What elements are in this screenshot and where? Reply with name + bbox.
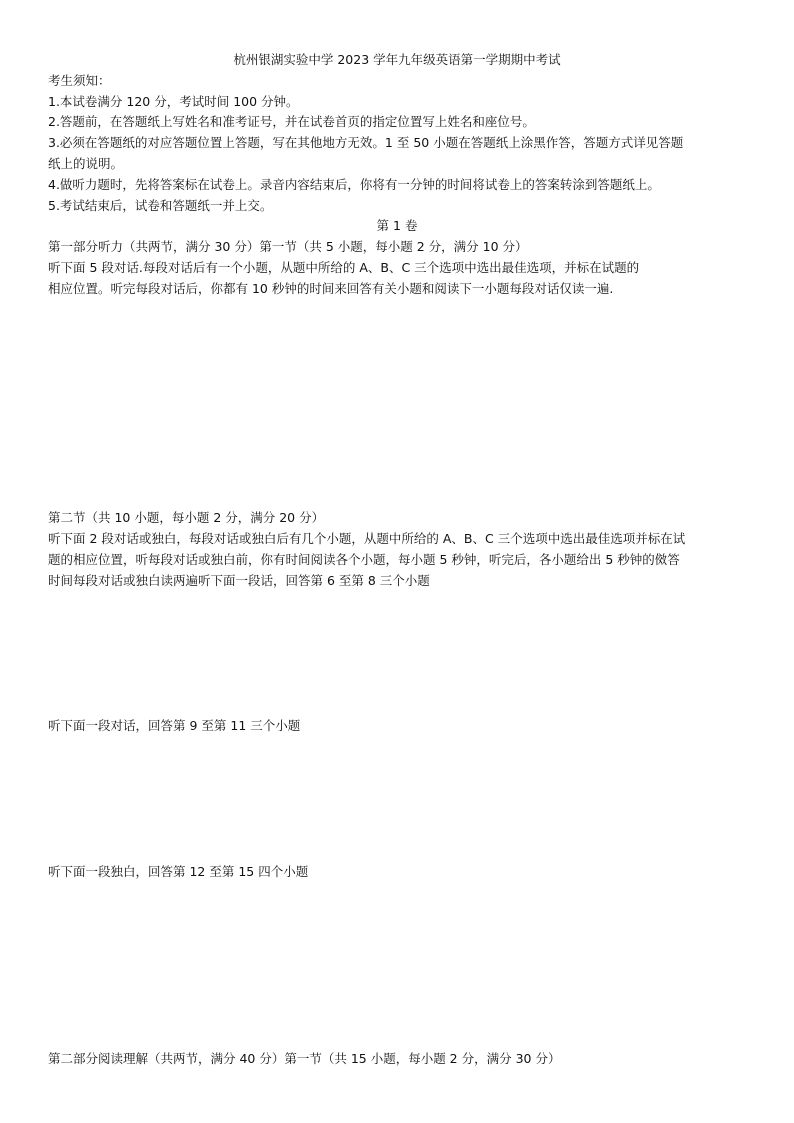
section2-header: 第二节（共 10 小题，每小题 2 分，满分 20 分） — [48, 510, 325, 525]
notice-heading: 考生须知： — [48, 73, 111, 88]
dialogue-intro: 听下面一段对话，回答第 9 至第 11 三个小题 — [48, 718, 301, 733]
section1-instruction: 听下面 5 段对话.每段对话后有一个小题，从题中所给的 A、B、C 三个选项中选出最佳选项，并标在试题的 — [48, 260, 640, 275]
monologue-intro: 听下面一段独白，回答第 12 至第 15 四个小题 — [48, 864, 309, 879]
volume-label: 第 1 卷 — [376, 218, 418, 233]
notice-line: 3.必须在答题纸的对应答题位置上答题，写在其他地方无效。1 至 50 小题在答题纸上涂黑作答，答题方式详见答题 — [48, 135, 684, 150]
section2-instruction: 题的相应位置，听每段对话或独白前，你有时间阅读各个小题，每小题 5 秒钟，听完后，各小题给出 5 秒钟的傚答 — [48, 552, 680, 567]
page-title: 杭州银湖实验中学 2023 学年九年级英语第一学期期中考试 — [233, 52, 561, 67]
section1-instruction: 相应位置。听完每段对话后，你都有 10 秒钟的时间来回答有关小题和阅读下一小题每段对话仅读一遍. — [48, 281, 614, 296]
notice-line: 2.答题前，在答题纸上写姓名和准考证号，并在试卷首页的指定位置写上姓名和座位号。 — [48, 114, 535, 129]
notice-line: 纸上的说明。 — [48, 156, 124, 171]
notice-line: 5.考试结束后，试卷和答题纸一并上交。 — [48, 198, 273, 213]
part2-header: 第二部分阅读理解（共两节，满分 40 分）第一节（共 15 小题，每小题 2 分，满分 30 分） — [48, 1051, 561, 1066]
part1-header: 第一部分听力（共两节，满分 30 分）第一节（共 5 小题，每小题 2 分，满分 10 分） — [48, 239, 528, 254]
section2-instruction: 听下面 2 段对话或独白，每段对话或独白后有几个小题，从题中所给的 A、B、C 三个选项中选出最佳选项并标在试 — [48, 531, 686, 546]
section2-instruction: 时间每段对话或独白读两遍听下面一段话，回答第 6 至第 8 三个小题 — [48, 573, 430, 588]
notice-line: 1.本试卷满分 120 分，考试时间 100 分钟。 — [48, 94, 299, 109]
notice-line: 4.做听力题时，先将答案标在试卷上。录音内容结束后，你将有一分钟的时间将试卷上的答案转涂到答题纸上。 — [48, 177, 660, 192]
